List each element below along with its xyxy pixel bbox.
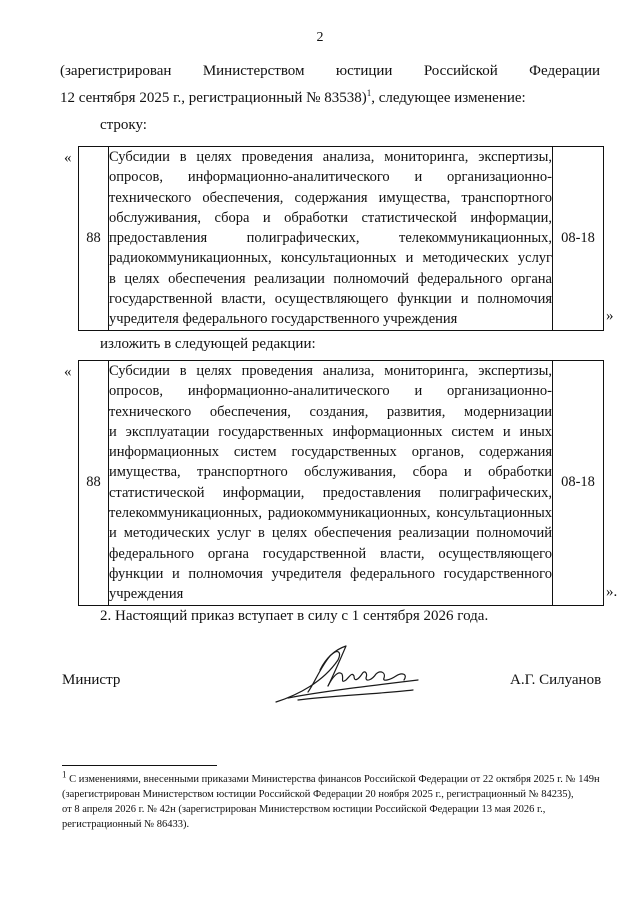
footnote-line-2: (зарегистрирован Министерством юстиции Российской Федерации 20 ноября 2025 г., регистрационный № 84235),: [62, 789, 574, 800]
description-line: имущества, транспортного обслуживания, сбора и обработки: [109, 464, 552, 481]
row-label: строку:: [100, 117, 147, 133]
description-line: учреждения: [109, 586, 184, 603]
intro-word: юстиции: [335, 63, 393, 79]
description-line: функции и полномочия учредителя федерального государственного: [109, 565, 552, 582]
description-line: технического обеспечения, содержания имущества, транспортного: [109, 189, 552, 206]
signatory-name: А.Г. Силуанов: [510, 672, 602, 688]
footnote-line-4: регистрационный № 86433).: [62, 819, 190, 830]
description-line: технического обеспечения, создания, развития, модернизации: [109, 403, 552, 420]
footnote-line-3: от 8 апреля 2026 г. № 42н (зарегистрирован Министерством юстиции Российской Федерации 13 мая 2026 г.,: [62, 804, 546, 815]
close-quote: »: [606, 308, 614, 324]
footnote-marker: 1: [62, 769, 67, 780]
description-line: опросов, информационно-аналитического и организационно-: [109, 169, 552, 186]
description-line: обслуживания, сбора и обработки статистической информации,: [109, 209, 552, 226]
open-quote: «: [64, 364, 72, 380]
footnote-reference: 1: [366, 88, 372, 98]
description-line: опросов, информационно-аналитического и организационно-: [109, 383, 552, 400]
description-line: учредителя федерального государственного учреждения: [109, 311, 458, 328]
footnote-separator: [62, 765, 217, 766]
row-description: [109, 361, 553, 606]
old-row-table: [78, 146, 604, 331]
description-line: и эксплуатации государственных информационных систем и иных: [109, 423, 552, 440]
description-line: статистической информации, предоставления полиграфических,: [109, 484, 552, 501]
description-line: государственной власти, осуществляющего функции и полномочия: [109, 291, 552, 308]
description-line: и методических услуг в целях обеспечения реализации полномочий: [109, 525, 552, 542]
close-quote: ».: [606, 584, 618, 600]
page-number: 2: [316, 30, 324, 45]
row-code: 08-18: [553, 147, 604, 331]
description-line: радиокоммуникационных, консультационных и методических услуг: [109, 250, 552, 267]
clause-2: 2. Настоящий приказ вступает в силу с 1 сентября 2026 года.: [100, 608, 489, 624]
row-number: 88: [79, 361, 109, 606]
edit-instruction: изложить в следующей редакции:: [100, 336, 316, 352]
row-code: 08-18: [553, 361, 604, 606]
intro-line-2: [60, 87, 600, 109]
intro-word: (зарегистрирован: [60, 63, 172, 79]
intro-registration-text: 12 сентября 2025 г., регистрационный № 83538): [60, 90, 367, 106]
table-row: [79, 361, 604, 606]
row-number: 88: [79, 147, 109, 331]
table-row: [79, 147, 604, 331]
description-line: информационных систем государственных органов, содержания: [109, 444, 552, 461]
intro-change-text: , следующее изменение:: [371, 90, 526, 106]
description-line: телекоммуникационных, радиокоммуникационных, консультационных: [109, 505, 552, 522]
description-line: Субсидии в целях проведения анализа, мониторинга, экспертизы,: [109, 149, 552, 165]
footnote-text: С изменениями, внесенными приказами Министерства финансов Российской Федерации от 22 октября 2025 г. № 149н: [66, 774, 600, 785]
handwritten-signature: [268, 640, 428, 710]
intro-line-1: [60, 60, 600, 82]
description-line: Субсидии в целях проведения анализа, мониторинга, экспертизы,: [109, 363, 552, 379]
intro-word: Российской: [423, 63, 498, 79]
description-line: федерального органа государственной власти, осуществляющего: [109, 545, 552, 562]
intro-word: Федерации: [529, 63, 600, 79]
intro-word: Министерством: [202, 63, 305, 79]
new-row-table: [78, 360, 604, 606]
signatory-title: Министр: [62, 672, 121, 688]
row-description: [109, 147, 553, 331]
footnote-line-1: [62, 769, 610, 787]
description-line: предоставления полиграфических, телекоммуникационных,: [109, 230, 552, 247]
description-line: в целях обеспечения реализации полномочий федерального органа: [109, 270, 552, 287]
open-quote: «: [64, 150, 72, 166]
